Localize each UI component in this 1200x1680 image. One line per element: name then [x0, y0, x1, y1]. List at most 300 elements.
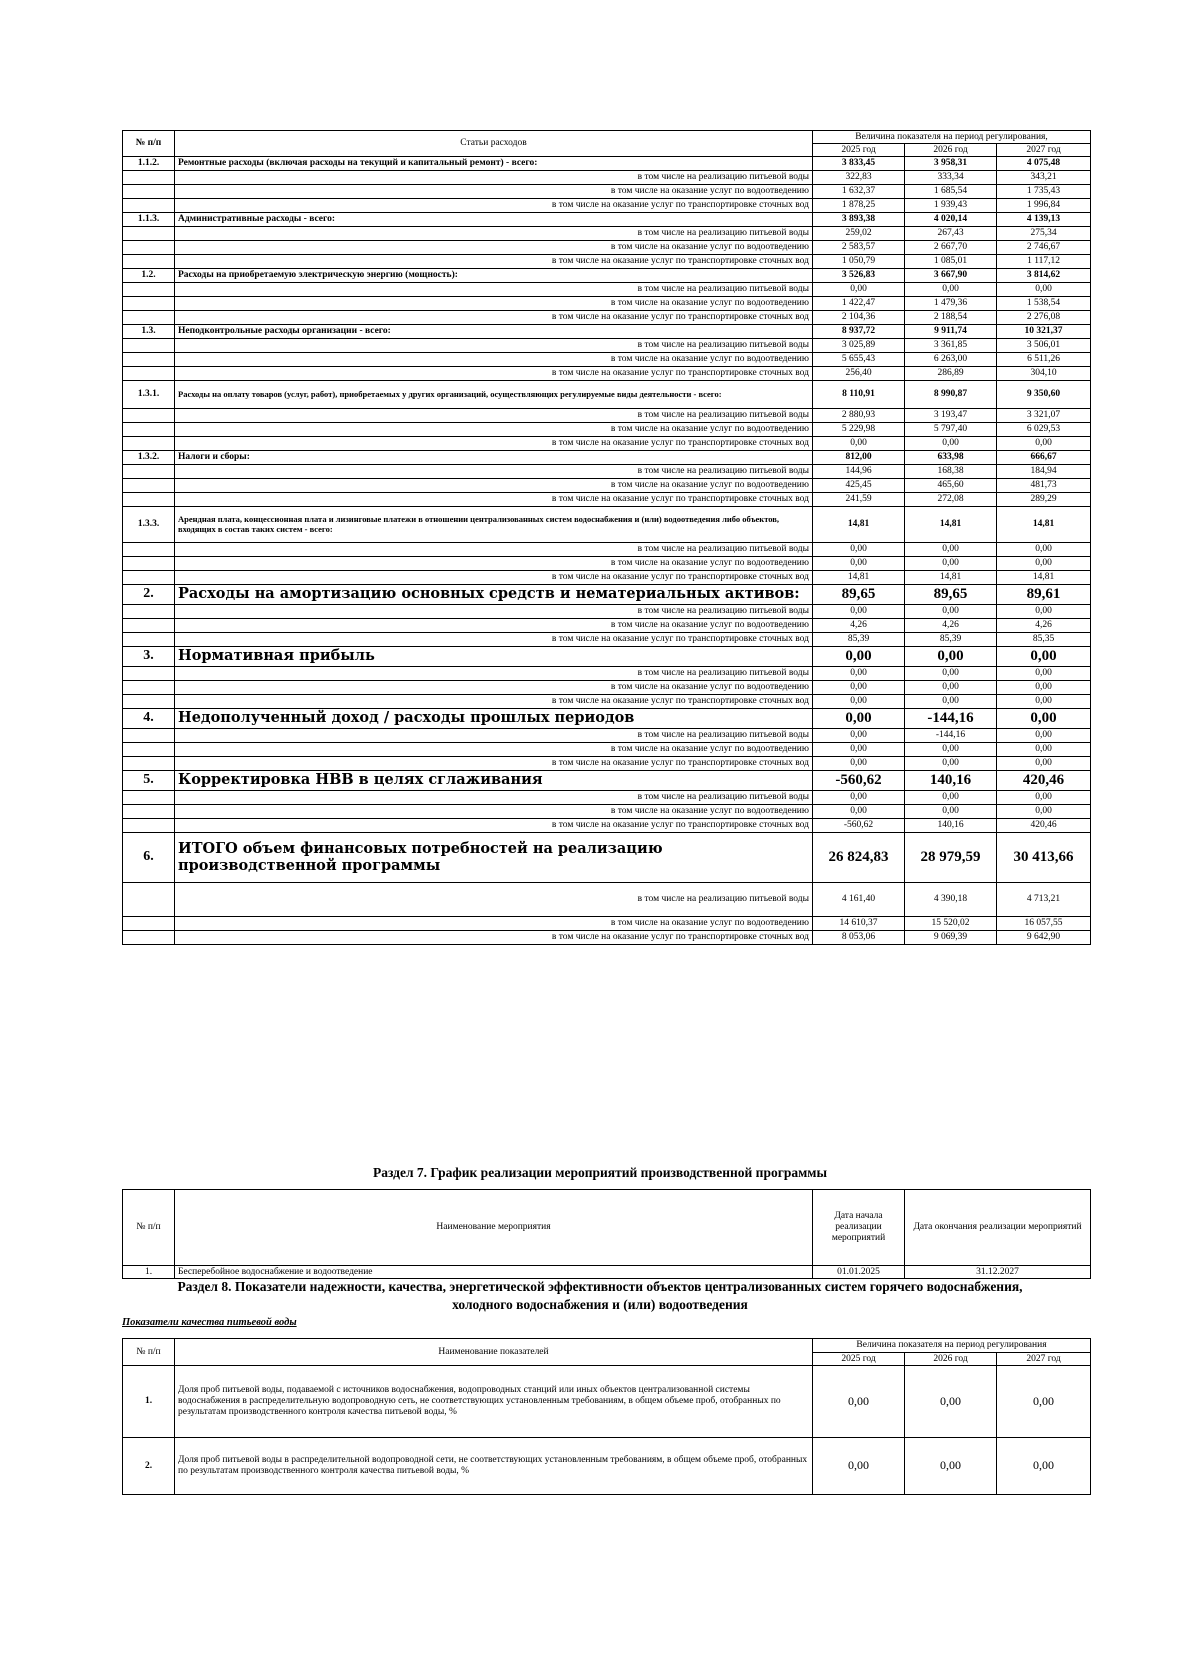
cost-subitem-name: в том числе на оказание услуг по водоотведению [175, 241, 813, 255]
cost-subitem-row [123, 917, 1091, 931]
cost-subitem-name: в том числе на реализацию питьевой воды [175, 409, 813, 423]
cost-subitem-name: в том числе на оказание услуг по водоотведению [175, 557, 813, 571]
schedule-header-num: № п/п [123, 1190, 175, 1266]
cost-subitem-row [123, 465, 1091, 479]
cost-subitem-row [123, 311, 1091, 325]
quality-header-year-2027: 2027 год [997, 1353, 1091, 1366]
value-2027: 2 276,08 [997, 311, 1091, 325]
value-2026: 633,98 [905, 451, 997, 465]
value-2026: 272,08 [905, 493, 997, 507]
value-2026: 8 990,87 [905, 381, 997, 409]
value-2026: 333,34 [905, 171, 997, 185]
value-2026: 465,60 [905, 479, 997, 493]
cost-subitem-row [123, 605, 1091, 619]
value-2025: 0,00 [813, 791, 905, 805]
value-2026: 9 911,74 [905, 325, 997, 339]
cost-subitem-row [123, 633, 1091, 647]
cost-item-name: Расходы на амортизацию основных средств и нематериальных активов: [175, 585, 813, 605]
value-2026: 286,89 [905, 367, 997, 381]
value-2027: 0,00 [997, 543, 1091, 557]
row-number [123, 557, 175, 571]
quality-header-name: Наименование показателей [175, 1339, 813, 1366]
value-2027: 0,00 [997, 729, 1091, 743]
cost-item-row [123, 451, 1091, 465]
cost-subitem-name: в том числе на оказание услуг по транспортировке сточных вод [175, 695, 813, 709]
row-number [123, 791, 175, 805]
cost-subitem-name: в том числе на оказание услуг по транспортировке сточных вод [175, 255, 813, 269]
value-2027: 9 350,60 [997, 381, 1091, 409]
value-2027: 0,00 [997, 743, 1091, 757]
row-number [123, 633, 175, 647]
value-2025: 0,00 [813, 667, 905, 681]
cost-subitem-name: в том числе на оказание услуг по транспортировке сточных вод [175, 757, 813, 771]
quality-table [122, 1338, 1091, 1495]
quality-row [123, 1438, 1091, 1495]
cost-items-table [122, 130, 1091, 945]
value-2025: 0,00 [813, 543, 905, 557]
cost-subitem-name: в том числе на оказание услуг по водоотведению [175, 743, 813, 757]
value-2026: 5 797,40 [905, 423, 997, 437]
schedule-row-start: 01.01.2025 [813, 1266, 905, 1279]
value-2026: 4 390,18 [905, 883, 997, 917]
value-2025: 259,02 [813, 227, 905, 241]
cost-item-name: Расходы на оплату товаров (услуг, работ), приобретаемых у других организаций, осуществляющих регулируемые виды деятельности - всего: [175, 381, 813, 409]
row-number: 1.3.1. [123, 381, 175, 409]
value-2027: 343,21 [997, 171, 1091, 185]
cost-item-row [123, 213, 1091, 227]
row-number [123, 423, 175, 437]
value-2027: 420,46 [997, 819, 1091, 833]
row-number [123, 883, 175, 917]
row-number [123, 199, 175, 213]
row-number [123, 743, 175, 757]
cost-subitem-name: в том числе на оказание услуг по водоотведению [175, 619, 813, 633]
value-2025: 241,59 [813, 493, 905, 507]
value-2026: 0,00 [905, 557, 997, 571]
value-2027: 2 746,67 [997, 241, 1091, 255]
value-2025: 14 610,37 [813, 917, 905, 931]
value-2025: 2 104,36 [813, 311, 905, 325]
cost-subitem-name: в том числе на оказание услуг по водоотведению [175, 185, 813, 199]
cost-item-name: Ремонтные расходы (включая расходы на текущий и капитальный ремонт) - всего: [175, 157, 813, 171]
value-2027: 666,67 [997, 451, 1091, 465]
schedule-header-start: Дата начала реализации мероприятий [813, 1190, 905, 1266]
cost-subitem-name: в том числе на реализацию питьевой воды [175, 791, 813, 805]
value-2025: 14,81 [813, 571, 905, 585]
value-2026: 140,16 [905, 819, 997, 833]
row-number [123, 367, 175, 381]
cost-subitem-row [123, 805, 1091, 819]
cost-item-row [123, 269, 1091, 283]
cost-item-name: Расходы на приобретаемую электрическую энергию (мощность): [175, 269, 813, 283]
value-2025: 0,00 [813, 805, 905, 819]
value-2026: 6 263,00 [905, 353, 997, 367]
row-number [123, 619, 175, 633]
value-2025: 8 937,72 [813, 325, 905, 339]
value-2027: 184,94 [997, 465, 1091, 479]
value-2025: 3 526,83 [813, 269, 905, 283]
row-number [123, 255, 175, 269]
value-2025: 89,65 [813, 585, 905, 605]
value-2025: 0,00 [813, 743, 905, 757]
header-year-2026: 2026 год [905, 144, 997, 157]
value-2025: 0,00 [813, 729, 905, 743]
schedule-header-end: Дата окончания реализации мероприятий [905, 1190, 1091, 1266]
value-2027: 1 735,43 [997, 185, 1091, 199]
value-2025: 0,00 [813, 681, 905, 695]
row-number: 1.1.3. [123, 213, 175, 227]
value-2027: 0,00 [997, 283, 1091, 297]
cost-subitem-name: в том числе на оказание услуг по транспортировке сточных вод [175, 931, 813, 945]
value-2025: 425,45 [813, 479, 905, 493]
cost-subitem-row [123, 543, 1091, 557]
row-number: 5. [123, 771, 175, 791]
value-2026: 4 020,14 [905, 213, 997, 227]
value-2026: 0,00 [905, 743, 997, 757]
cost-subitem-row [123, 571, 1091, 585]
cost-subitem-row [123, 199, 1091, 213]
cost-subitem-row [123, 619, 1091, 633]
cost-subitem-name: в том числе на оказание услуг по транспортировке сточных вод [175, 819, 813, 833]
row-number [123, 465, 175, 479]
value-2027: 0,00 [997, 791, 1091, 805]
value-2025: 1 632,37 [813, 185, 905, 199]
cost-items-body [123, 157, 1091, 945]
value-2026: 0,00 [905, 437, 997, 451]
quality-row-value-2027: 0,00 [997, 1366, 1091, 1438]
quality-row-num: 2. [123, 1438, 175, 1495]
cost-subitem-name: в том числе на реализацию питьевой воды [175, 227, 813, 241]
value-2025: 8 110,91 [813, 381, 905, 409]
value-2025: 4,26 [813, 619, 905, 633]
value-2025: 3 833,45 [813, 157, 905, 171]
row-number [123, 757, 175, 771]
cost-subitem-row [123, 423, 1091, 437]
cost-subitem-name: в том числе на реализацию питьевой воды [175, 667, 813, 681]
value-2025: 0,00 [813, 437, 905, 451]
row-number [123, 605, 175, 619]
value-2027: 1 996,84 [997, 199, 1091, 213]
header-year-2027: 2027 год [997, 144, 1091, 157]
schedule-row-end: 31.12.2027 [905, 1266, 1091, 1279]
value-2027: 4,26 [997, 619, 1091, 633]
header-num: № п/п [123, 131, 175, 157]
quality-header-year-2025: 2025 год [813, 1353, 905, 1366]
value-2026: -144,16 [905, 709, 997, 729]
value-2027: 4 139,13 [997, 213, 1091, 227]
value-2026: 267,43 [905, 227, 997, 241]
cost-item-row [123, 833, 1091, 883]
value-2027: 1 538,54 [997, 297, 1091, 311]
quality-row-value-2026: 0,00 [905, 1366, 997, 1438]
value-2027: 30 413,66 [997, 833, 1091, 883]
value-2026: 0,00 [905, 543, 997, 557]
section8-title-line1: Раздел 8. Показатели надежности, качества, энергетической эффективности объектов централизованных систем горячего водоснабжения, [177, 1279, 1023, 1294]
row-number [123, 695, 175, 709]
row-number [123, 571, 175, 585]
value-2026: 15 520,02 [905, 917, 997, 931]
value-2025: 0,00 [813, 695, 905, 709]
cost-subitem-name: в том числе на оказание услуг по водоотведению [175, 479, 813, 493]
value-2025: 256,40 [813, 367, 905, 381]
header-year-2025: 2025 год [813, 144, 905, 157]
value-2026: 2 188,54 [905, 311, 997, 325]
cost-item-name: ИТОГО объем финансовых потребностей на реализацию производственной программы [175, 833, 813, 883]
value-2025: 3 893,38 [813, 213, 905, 227]
value-2025: 5 229,98 [813, 423, 905, 437]
cost-subitem-name: в том числе на оказание услуг по транспортировке сточных вод [175, 311, 813, 325]
cost-subitem-row [123, 791, 1091, 805]
value-2026: -144,16 [905, 729, 997, 743]
cost-subitem-row [123, 931, 1091, 945]
value-2027: 0,00 [997, 709, 1091, 729]
row-number [123, 729, 175, 743]
value-2025: 1 422,47 [813, 297, 905, 311]
value-2025: 26 824,83 [813, 833, 905, 883]
value-2027: 0,00 [997, 605, 1091, 619]
value-2026: 3 361,85 [905, 339, 997, 353]
value-2025: -560,62 [813, 819, 905, 833]
quality-row-name: Доля проб питьевой воды в распределительной водопроводной сети, не соответствующих установленным требованиям, в общем объеме проб, отобранных по результатам производственного контроля качества питьевой воды, % [175, 1438, 813, 1495]
value-2026: 1 939,43 [905, 199, 997, 213]
cost-item-name: Нормативная прибыль [175, 647, 813, 667]
quality-row-value-2025: 0,00 [813, 1438, 905, 1495]
cost-subitem-row [123, 171, 1091, 185]
value-2025: 5 655,43 [813, 353, 905, 367]
value-2025: 0,00 [813, 605, 905, 619]
quality-header-num: № п/п [123, 1339, 175, 1366]
value-2025: 2 583,57 [813, 241, 905, 255]
value-2026: 3 193,47 [905, 409, 997, 423]
row-number: 6. [123, 833, 175, 883]
schedule-row-name: Бесперебойное водоснабжение и водоотведение [175, 1266, 813, 1279]
value-2027: 304,10 [997, 367, 1091, 381]
schedule-row-num: 1. [123, 1266, 175, 1279]
cost-item-row [123, 771, 1091, 791]
cost-subitem-row [123, 757, 1091, 771]
cost-subitem-name: в том числе на оказание услуг по водоотведению [175, 805, 813, 819]
schedule-header-name: Наименование мероприятия [175, 1190, 813, 1266]
cost-subitem-name: в том числе на реализацию питьевой воды [175, 339, 813, 353]
cost-subitem-row [123, 667, 1091, 681]
value-2026: 0,00 [905, 695, 997, 709]
row-number [123, 311, 175, 325]
value-2025: 812,00 [813, 451, 905, 465]
row-number [123, 479, 175, 493]
row-number [123, 543, 175, 557]
value-2026: 2 667,70 [905, 241, 997, 255]
value-2025: 2 880,93 [813, 409, 905, 423]
value-2025: -560,62 [813, 771, 905, 791]
value-2027: 0,00 [997, 437, 1091, 451]
cost-subitem-name: в том числе на оказание услуг по транспортировке сточных вод [175, 633, 813, 647]
value-2026: 1 685,54 [905, 185, 997, 199]
cost-item-row [123, 157, 1091, 171]
value-2027: 3 506,01 [997, 339, 1091, 353]
row-number [123, 171, 175, 185]
value-2025: 0,00 [813, 709, 905, 729]
value-2026: 0,00 [905, 805, 997, 819]
value-2025: 85,39 [813, 633, 905, 647]
value-2026: 4,26 [905, 619, 997, 633]
value-2027: 0,00 [997, 667, 1091, 681]
schedule-row [123, 1266, 1091, 1279]
value-2026: 3 958,31 [905, 157, 997, 171]
cost-item-name: Арендная плата, концессионная плата и лизинговые платежи в отношении централизованных систем водоснабжения и (или) водоотведения либо объектов, входящих в состав таких систем - всего: [175, 507, 813, 543]
cost-item-row [123, 585, 1091, 605]
cost-subitem-row [123, 185, 1091, 199]
row-number [123, 409, 175, 423]
cost-subitem-name: в том числе на оказание услуг по транспортировке сточных вод [175, 199, 813, 213]
value-2025: 1 050,79 [813, 255, 905, 269]
cost-subitem-name: в том числе на реализацию питьевой воды [175, 729, 813, 743]
row-number [123, 353, 175, 367]
value-2026: 0,00 [905, 647, 997, 667]
row-number: 2. [123, 585, 175, 605]
cost-subitem-row [123, 743, 1091, 757]
value-2026: 1 085,01 [905, 255, 997, 269]
value-2026: 89,65 [905, 585, 997, 605]
cost-subitem-row [123, 227, 1091, 241]
row-number: 1.3. [123, 325, 175, 339]
cost-subitem-row [123, 695, 1091, 709]
cost-subitem-row [123, 557, 1091, 571]
value-2027: 3 814,62 [997, 269, 1091, 283]
row-number: 1.3.3. [123, 507, 175, 543]
cost-subitem-row [123, 729, 1091, 743]
value-2025: 14,81 [813, 507, 905, 543]
cost-subitem-name: в том числе на оказание услуг по водоотведению [175, 353, 813, 367]
row-number [123, 283, 175, 297]
row-number [123, 931, 175, 945]
value-2027: 3 321,07 [997, 409, 1091, 423]
row-number [123, 493, 175, 507]
value-2026: 0,00 [905, 757, 997, 771]
cost-subitem-name: в том числе на реализацию питьевой воды [175, 605, 813, 619]
value-2027: 14,81 [997, 571, 1091, 585]
cost-subitem-name: в том числе на реализацию питьевой воды [175, 543, 813, 557]
value-2025: 8 053,06 [813, 931, 905, 945]
cost-subitem-row [123, 819, 1091, 833]
value-2027: 14,81 [997, 507, 1091, 543]
row-number [123, 437, 175, 451]
value-2027: 6 029,53 [997, 423, 1091, 437]
cost-item-name: Административные расходы - всего: [175, 213, 813, 227]
value-2026: 85,39 [905, 633, 997, 647]
value-2027: 10 321,37 [997, 325, 1091, 339]
cost-item-name: Недополученный доход / расходы прошлых периодов [175, 709, 813, 729]
section8-title-line2: холодного водоснабжения и (или) водоотведения [452, 1297, 748, 1312]
value-2025: 322,83 [813, 171, 905, 185]
value-2026: 140,16 [905, 771, 997, 791]
value-2026: 1 479,36 [905, 297, 997, 311]
quality-row-name: Доля проб питьевой воды, подаваемой с источников водоснабжения, водопроводных станций или иных объектов централизованной системы водоснабжения в распределительную водопроводную сеть, не соответствующих установленным требованиям, в общем объеме проб, отобранных по результатам производственного контроля качества питьевой воды, % [175, 1366, 813, 1438]
value-2025: 1 878,25 [813, 199, 905, 213]
quality-row [123, 1366, 1091, 1438]
cost-subitem-row [123, 241, 1091, 255]
row-number: 1.1.2. [123, 157, 175, 171]
row-number [123, 681, 175, 695]
cost-subitem-name: в том числе на реализацию питьевой воды [175, 465, 813, 479]
quality-row-num: 1. [123, 1366, 175, 1438]
value-2027: 6 511,26 [997, 353, 1091, 367]
value-2026: 0,00 [905, 667, 997, 681]
cost-subitem-row [123, 297, 1091, 311]
value-2026: 0,00 [905, 283, 997, 297]
value-2027: 1 117,12 [997, 255, 1091, 269]
value-2027: 0,00 [997, 805, 1091, 819]
value-2025: 0,00 [813, 757, 905, 771]
cost-subitem-row [123, 283, 1091, 297]
value-2026: 28 979,59 [905, 833, 997, 883]
value-2027: 289,29 [997, 493, 1091, 507]
cost-item-name: Корректировка НВВ в целях сглаживания [175, 771, 813, 791]
value-2027: 4 713,21 [997, 883, 1091, 917]
quality-row-value-2026: 0,00 [905, 1438, 997, 1495]
row-number [123, 185, 175, 199]
value-2027: 420,46 [997, 771, 1091, 791]
schedule-table [122, 1189, 1091, 1279]
row-number: 1.3.2. [123, 451, 175, 465]
cost-subitem-name: в том числе на реализацию питьевой воды [175, 883, 813, 917]
value-2026: 14,81 [905, 571, 997, 585]
cost-subitem-row [123, 493, 1091, 507]
cost-subitem-row [123, 353, 1091, 367]
cost-subitem-name: в том числе на реализацию питьевой воды [175, 171, 813, 185]
row-number [123, 917, 175, 931]
cost-item-name: Налоги и сборы: [175, 451, 813, 465]
value-2027: 0,00 [997, 557, 1091, 571]
value-2027: 275,34 [997, 227, 1091, 241]
cost-subitem-name: в том числе на реализацию питьевой воды [175, 283, 813, 297]
cost-item-row [123, 381, 1091, 409]
row-number: 1.2. [123, 269, 175, 283]
value-2026: 14,81 [905, 507, 997, 543]
cost-subitem-name: в том числе на оказание услуг по водоотведению [175, 681, 813, 695]
value-2026: 9 069,39 [905, 931, 997, 945]
quality-row-value-2025: 0,00 [813, 1366, 905, 1438]
section7-title: Раздел 7. График реализации мероприятий производственной программы [372, 1165, 828, 1180]
value-2025: 0,00 [813, 647, 905, 667]
header-cost-items: Статьи расходов [175, 131, 813, 157]
cost-subitem-name: в том числе на оказание услуг по водоотведению [175, 297, 813, 311]
value-2025: 0,00 [813, 283, 905, 297]
cost-subitem-row [123, 409, 1091, 423]
row-number: 3. [123, 647, 175, 667]
value-2027: 9 642,90 [997, 931, 1091, 945]
row-number: 4. [123, 709, 175, 729]
header-period: Величина показателя на период регулирования, [813, 131, 1091, 144]
cost-item-row [123, 325, 1091, 339]
cost-subitem-row [123, 339, 1091, 353]
row-number [123, 819, 175, 833]
cost-item-row [123, 647, 1091, 667]
cost-subitem-row [123, 479, 1091, 493]
cost-subitem-name: в том числе на оказание услуг по водоотведению [175, 423, 813, 437]
cost-subitem-row [123, 437, 1091, 451]
cost-subitem-name: в том числе на оказание услуг по транспортировке сточных вод [175, 571, 813, 585]
row-number [123, 339, 175, 353]
cost-item-name: Неподконтрольные расходы организации - всего: [175, 325, 813, 339]
cost-subitem-row [123, 883, 1091, 917]
quality-header-period: Величина показателя на период регулирования [813, 1339, 1091, 1353]
value-2025: 0,00 [813, 557, 905, 571]
value-2025: 4 161,40 [813, 883, 905, 917]
cost-subitem-name: в том числе на оказание услуг по водоотведению [175, 917, 813, 931]
row-number [123, 805, 175, 819]
quality-header-year-2026: 2026 год [905, 1353, 997, 1366]
section8-subtitle: Показатели качества питьевой воды [122, 1317, 297, 1328]
